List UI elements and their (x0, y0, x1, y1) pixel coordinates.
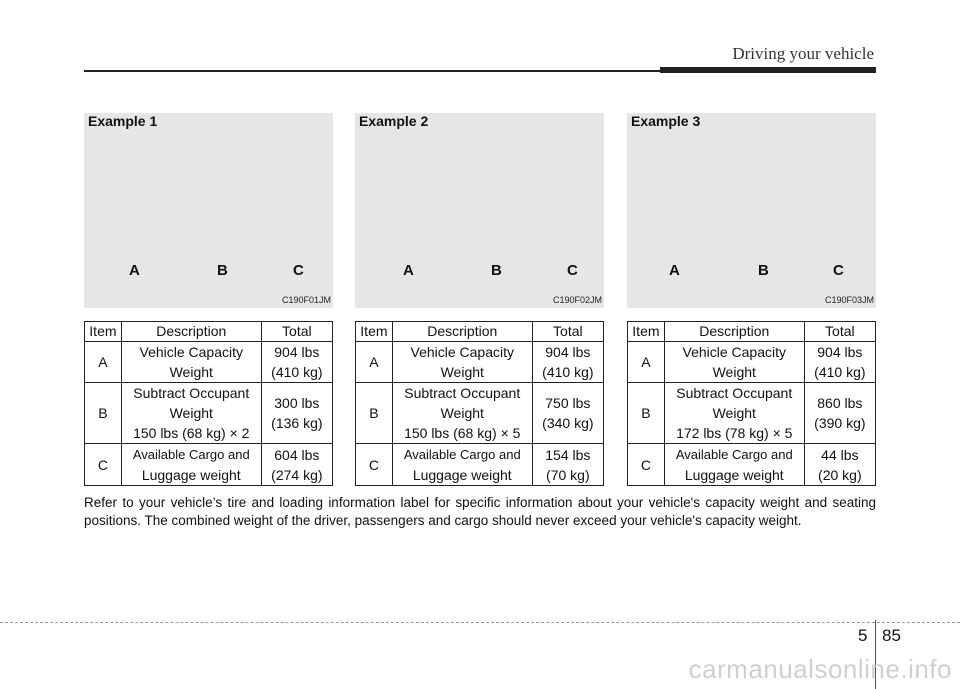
label-c: C (293, 262, 304, 279)
header-total: Total (261, 322, 332, 342)
total-cell: 904 lbs (410 kg) (261, 342, 332, 383)
table-row (356, 342, 604, 383)
table-row (628, 444, 876, 486)
total-cell: 300 lbs (136 kg) (261, 383, 332, 444)
label-a: A (669, 262, 680, 279)
example-illustration (627, 113, 876, 308)
example-illustration (355, 113, 604, 308)
example-title: Example 2 (359, 113, 429, 129)
item-cell: C (356, 444, 393, 486)
table-row (628, 383, 876, 444)
item-cell: C (85, 444, 122, 486)
header-description: Description (664, 322, 804, 342)
item-cell: C (628, 444, 665, 486)
example-2 (355, 113, 604, 483)
example-3 (627, 113, 876, 483)
figure-code: C190F01JM (281, 295, 331, 305)
label-b: B (217, 262, 228, 279)
weight-table (627, 321, 876, 486)
table-row (85, 342, 333, 383)
table-row (628, 342, 876, 383)
total-cell: 604 lbs (274 kg) (261, 444, 332, 486)
example-1 (84, 113, 333, 483)
header-description: Description (392, 322, 532, 342)
figure-code: C190F03JM (824, 295, 874, 305)
label-b: B (758, 262, 769, 279)
description-cell: Vehicle Capacity Weight (121, 342, 261, 383)
description-cell: Available Cargo and Luggage weight (664, 444, 804, 486)
capacity-note: Refer to your vehicle’s tire and loading information label for specific information about your vehicle's capacity weight and seating positions. The combined weight of the driver, passengers and cargo should never exceed your vehicle's capacity weight. (84, 495, 876, 528)
example-illustration (84, 113, 333, 308)
label-a: A (403, 262, 414, 279)
total-cell: 44 lbs (20 kg) (804, 444, 875, 486)
description-cell: Subtract Occupant Weight 150 lbs (68 kg) × 5 (392, 383, 532, 444)
weight-table (355, 321, 604, 486)
item-cell: A (356, 342, 393, 383)
page-number: 85 (882, 626, 901, 645)
header-rule (84, 70, 660, 72)
header-item: Item (85, 322, 122, 342)
label-c: C (833, 262, 844, 279)
total-cell: 904 lbs (410 kg) (532, 342, 603, 383)
item-cell: B (628, 383, 665, 444)
total-cell: 154 lbs (70 kg) (532, 444, 603, 486)
header-item: Item (628, 322, 665, 342)
table-row (85, 444, 333, 486)
weight-table (84, 321, 333, 486)
total-cell: 860 lbs (390 kg) (804, 383, 875, 444)
watermark: carmanualsonline.info (688, 654, 952, 684)
item-cell: B (85, 383, 122, 444)
description-cell: Subtract Occupant Weight 172 lbs (78 kg) × 5 (664, 383, 804, 444)
section-header-title: Driving your vehicle (732, 44, 874, 63)
item-cell: B (356, 383, 393, 444)
description-cell: Vehicle Capacity Weight (392, 342, 532, 383)
label-a: A (129, 262, 140, 279)
total-cell: 750 lbs (340 kg) (532, 383, 603, 444)
header-rule-accent (660, 67, 876, 73)
item-cell: A (628, 342, 665, 383)
page-section: 5 (858, 626, 868, 645)
description-cell: Available Cargo and Luggage weight (392, 444, 532, 486)
figure-code: C190F02JM (552, 295, 602, 305)
description-cell: Subtract Occupant Weight 150 lbs (68 kg) × 2 (121, 383, 261, 444)
example-title: Example 3 (631, 113, 701, 129)
header-item: Item (356, 322, 393, 342)
label-b: B (491, 262, 502, 279)
header-total: Total (532, 322, 603, 342)
label-c: C (567, 262, 578, 279)
table-row (356, 444, 604, 486)
description-cell: Available Cargo and Luggage weight (121, 444, 261, 486)
table-row (85, 383, 333, 444)
example-title: Example 1 (88, 113, 158, 129)
header-description: Description (121, 322, 261, 342)
description-cell: Vehicle Capacity Weight (664, 342, 804, 383)
total-cell: 904 lbs (410 kg) (804, 342, 875, 383)
header-total: Total (804, 322, 875, 342)
item-cell: A (85, 342, 122, 383)
footer-divider (0, 622, 960, 623)
table-row (356, 383, 604, 444)
